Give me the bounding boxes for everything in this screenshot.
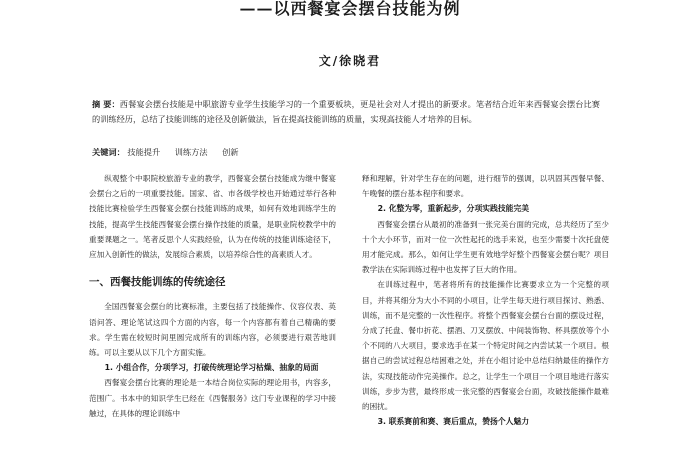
subsection-heading: 3. 联系赛前和赛、赛后重点，赞扬个人魅力 [377,417,530,427]
article-subtitle: ——以西餐宴会摆台技能为例 [239,0,461,18]
keyword: 技能提升 [127,147,161,157]
body-paragraph: 释和理解，针对学生存在的问题，进行细节的强调，以巩固其西餐早餐、午晚餐的摆台基本程序和要求。 [362,174,609,199]
abstract-label: 摘 要： [92,99,120,109]
body-paragraph: 全国西餐宴会摆台的比赛标准，主要包括了技能操作、仪容仪表、英语问答、理论笔试这四个方面的内容，每一个内容都有着自己精确的要求。学生需在较短时间里圆完成所有的训练内容，必须要进行艰苦地训练。可以主要从以下几个方面实施。 [89,302,336,358]
subsection-heading: 2. 化整为零，重新起步，分项实践技能完美 [377,204,530,214]
right-column [362,171,609,429]
abstract [92,97,600,127]
keyword: 创新 [222,147,239,157]
left-column [89,171,336,421]
author-line: 文/徐晓君 [318,54,382,68]
abstract-text: 西餐宴会摆台技能是中职旅游专业学生技能学习的一个重要板块，更是社会对人才提出的新要求。笔者结合近年来西餐宴会摆台比赛的训练经历，总结了技能训练的途径及创新做法，旨在提高技能训练的质量，实现高技能人才培养的目标。 [92,99,600,124]
body-paragraph: 西餐宴会摆台从最初的准备到一张完美台面的完成，总共经历了至少十个大小环节，而对一位一次性起托的选手来说，也至少需要十次托盘使用才能完成。那么，如何让学生更有效地学好整个西餐宴会摆台呢？项目教学法在实际训练过程中也发挥了巨大的作用。 [362,219,609,275]
body-paragraph: 在训练过程中，笔者将所有的技能操作比赛要求立为一个完整的项目，并将其细分为大小不同的小项目，让学生每天进行项目探讨、熟悉、训练，而不是完整的一次性程序。将整个西餐宴会摆台台面的摆设过程，分成了托盘、餐巾折花、摆酒、刀叉摆放、中间装饰物、杯具摆放等个小个不同的八大项目，要求选手在某一个特定时间之内尝试某一个项目。根据自己的尝试过程总结困难之处，并在小组讨论中总结归纳最佳的操作方法，实现技能动作完美操作。总之，让学生一个项目一个项目地进行落实训练，步步为营，最终形成一张完整的西餐宴会台面，攻破技能操作最难的困扰。 [362,280,609,412]
subsection-heading: 1. 小组合作，分项学习，打破传统理论学习枯燥、抽象的局面 [104,363,319,373]
keywords [92,146,600,158]
section-heading: 一、西餐技能训练的传统途径 [89,276,226,289]
keywords-label: 关键词： [92,147,125,157]
body-paragraph: 纵观整个中职院校旅游专业的教学，西餐宴会摆台技能成为继中餐宴会摆台之后的一项重要技能。国家、省、市各级学校也开始通过举行各种技能比赛检验学生西餐宴会摆台技能训练的成果，如何有效地训练学生的技能，提高学生技能西餐宴会摆台操作技能的质量，是职业院校教学中的重要课题之一。笔者反思个人实践经验，认为在传统的技能训练途径下，应加入创新性的做法，发展综合素质，以培养综合性的高素质人才。 [89,174,336,260]
keyword: 训练方法 [174,147,208,157]
body-paragraph: 西餐宴会摆台比赛的理论是一本结合岗位实际的理论用书，内容多，范围广。书本中的知识学生已经在《西餐服务》这门专业课程的学习中接触过，在具体的理论训练中 [89,378,336,418]
